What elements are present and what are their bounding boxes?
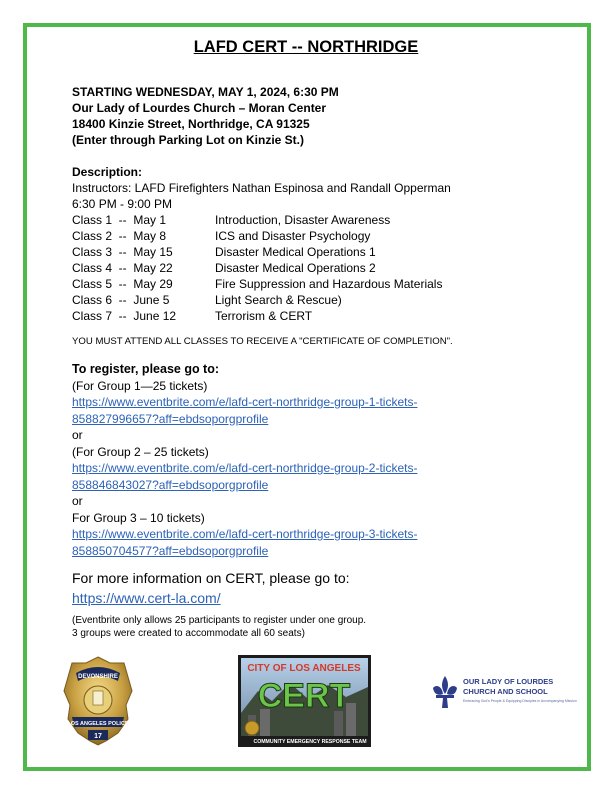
class-topic: Fire Suppression and Hazardous Materials: [215, 277, 443, 291]
group1-label: (For Group 1—25 tickets): [72, 378, 208, 393]
more-info-text: For more information on CERT, please go to:: [72, 570, 350, 586]
badge-bottom-text: LOS ANGELES POLICE: [67, 721, 129, 727]
class-topic: Disaster Medical Operations 1: [215, 245, 376, 259]
badge-top-text: DEVONSHIRE: [78, 674, 118, 680]
class-date: Class 6 -- June 5: [72, 293, 170, 307]
venue-address: 18400 Kinzie Street, Northridge, CA 91325: [72, 117, 310, 131]
or-separator: or: [72, 428, 83, 442]
class-date: Class 5 -- May 29: [72, 277, 173, 291]
lapd-badge-logo: [62, 655, 134, 747]
entry-note: (Enter through Parking Lot on Kinzie St.): [72, 133, 304, 147]
page-title: LAFD CERT -- NORTHRIDGE: [193, 38, 419, 56]
cert-logo: [238, 655, 371, 747]
lourdes-name: [463, 677, 553, 697]
register-section: [72, 361, 417, 559]
or-separator: or: [72, 494, 83, 508]
attendance-note: YOU MUST ATTEND ALL CLASSES TO RECEIVE A "CERTIFICATE OF COMPLETION".: [72, 336, 453, 347]
instructors: Instructors: LAFD Firefighters Nathan Espinosa and Randall Opperman: [72, 181, 451, 195]
description-heading: Description:: [72, 165, 143, 179]
venue-name: Our Lady of Lourdes Church – Moran Center: [72, 101, 327, 115]
fleur-de-lis-icon: [430, 674, 460, 710]
start-date: STARTING WEDNESDAY, MAY 1, 2024, 6:30 PM: [72, 85, 339, 99]
class-row: [72, 276, 451, 292]
group2-label: (For Group 2 – 25 tickets): [72, 444, 209, 459]
class-date: Class 2 -- May 8: [72, 229, 167, 243]
class-topic: Terrorism & CERT: [215, 309, 313, 323]
group3-link[interactable]: https://www.eventbrite.com/e/lafd-cert-northridge-group-3-tickets- 858850704577?aff=ebdsoporgprofile: [72, 527, 418, 558]
class-date: Class 3 -- May 15: [72, 245, 173, 259]
lourdes-tagline: Embracing God's People & Equipping Disciples in Accompanying Mission: [463, 699, 577, 703]
more-info-section: [72, 568, 350, 608]
class-row: [72, 228, 451, 244]
event-header: [72, 84, 339, 148]
lourdes-line2: CHURCH AND SCHOOL: [463, 687, 548, 696]
description-section: [72, 164, 451, 324]
class-row: [72, 244, 451, 260]
cert-city-text: CITY OF LOS ANGELES: [247, 663, 361, 674]
cert-bottom-text: COMMUNITY EMERGENCY RESPONSE TEAM: [253, 739, 367, 745]
group2-link[interactable]: https://www.eventbrite.com/e/lafd-cert-northridge-group-2-tickets- 858846843027?aff=ebdsoporgprofile: [72, 461, 418, 492]
lourdes-logo: [430, 672, 577, 712]
class-topic: Disaster Medical Operations 2: [215, 261, 376, 275]
eventbrite-note: [72, 614, 366, 640]
class-row: [72, 292, 451, 308]
lourdes-line1: OUR LADY OF LOURDES: [463, 677, 554, 686]
badge-number: 17: [94, 733, 102, 740]
class-row: [72, 212, 451, 228]
eventbrite-note-line2: 3 groups were created to accommodate all 60 seats): [72, 628, 305, 639]
class-date: Class 1 -- May 1: [72, 213, 167, 227]
class-row: [72, 308, 451, 324]
cert-la-link[interactable]: https://www.cert-la.com/: [72, 590, 221, 606]
class-topic: Light Search & Rescue): [215, 293, 342, 307]
register-heading: To register, please go to:: [72, 362, 220, 376]
class-row: [72, 260, 451, 276]
class-date: Class 7 -- June 12: [72, 309, 177, 323]
group3-label: For Group 3 – 10 tickets): [72, 510, 205, 525]
group1-link[interactable]: https://www.eventbrite.com/e/lafd-cert-northridge-group-1-tickets- 858827996657?aff=ebdsoporgprofile: [72, 395, 418, 426]
class-topic: ICS and Disaster Psychology: [215, 229, 371, 243]
class-time: 6:30 PM - 9:00 PM: [72, 197, 173, 211]
class-topic: Introduction, Disaster Awareness: [215, 213, 391, 227]
class-date: Class 4 -- May 22: [72, 261, 173, 275]
eventbrite-note-line1: (Eventbrite only allows 25 participants to register under one group.: [72, 615, 367, 626]
cert-main-text: CERT: [257, 677, 351, 715]
